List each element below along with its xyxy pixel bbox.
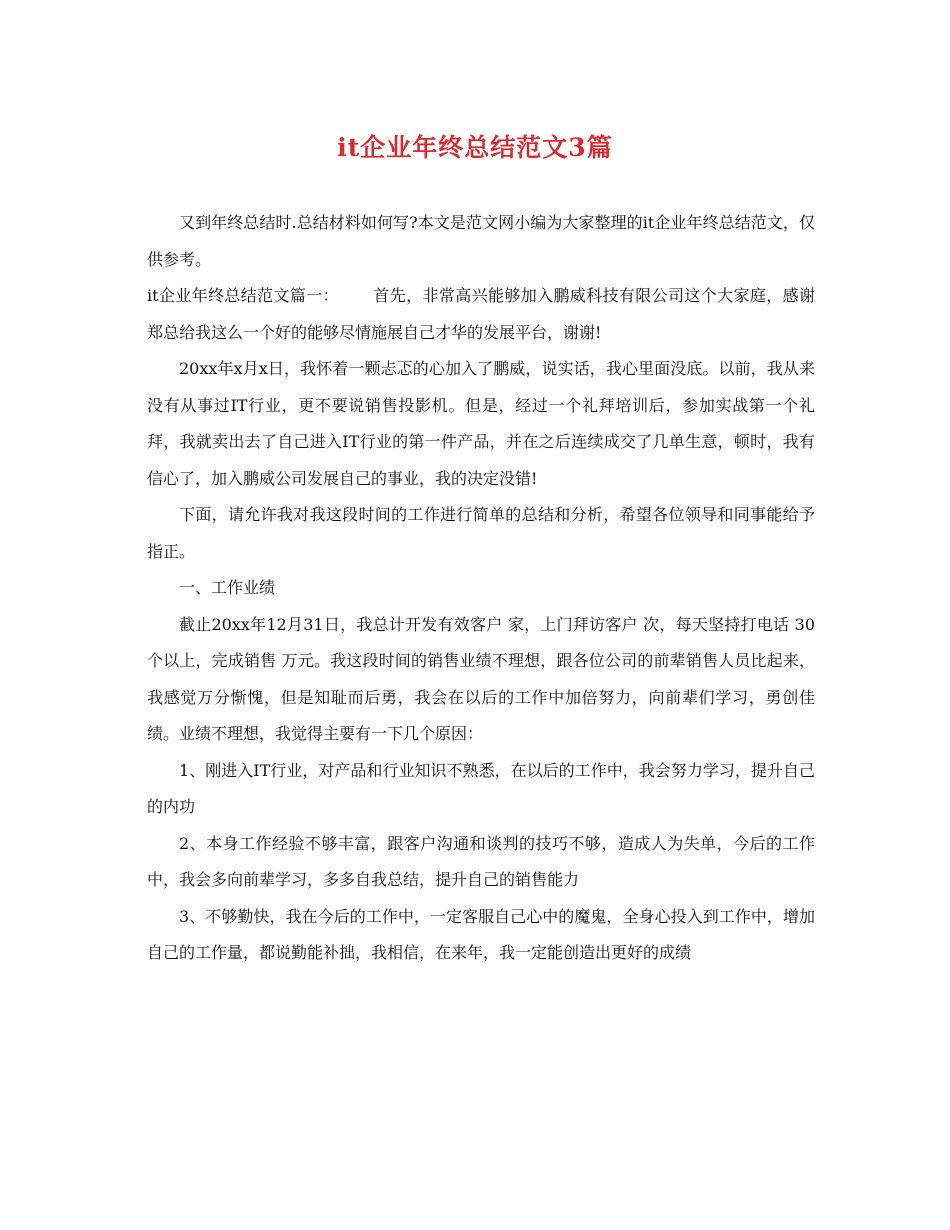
reason-item-2: 2、本身工作经验不够丰富，跟客户沟通和谈判的技巧不够，造成人为失单，今后的工作中，我会多向前辈学习，多多自我总结，提升自己的销售能力 xyxy=(147,833,815,889)
document-body xyxy=(147,205,815,972)
article-one-paragraph xyxy=(147,278,815,351)
reason-item-3: 3、不够勤快，我在今后的工作中，一定客服自己心中的魔鬼，全身心投入到工作中，增加自己的工作量，都说勤能补拙，我相信，在来年，我一定能创造出更好的成绩 xyxy=(147,906,815,962)
intro-paragraph: 又到年终总结时.总结材料如何写?本文是范文网小编为大家整理的it企业年终总结范文，仅供参考。 xyxy=(147,213,815,269)
document-title: it企业年终总结范文3篇 xyxy=(337,133,613,162)
results-paragraph: 截止20xx年12月31日，我总计开发有效客户 家，上门拜访客户 次，每天坚持打电话 30个以上，完成销售 万元。我这段时间的销售业绩不理想，跟各位公司的前辈销售人员比起来，我感觉万分惭愧，但是知耻而后勇，我会在以后的工作中加倍努力，向前辈们学习，勇创佳绩。业绩不理想，我觉得主要有一下几个原因： xyxy=(147,614,815,743)
summary-paragraph: 下面，请允许我对我这段时间的工作进行简单的总结和分析，希望各位领导和同事能给予指正。 xyxy=(147,505,815,561)
section-heading-work-results: 一、工作业绩 xyxy=(179,578,276,597)
joining-paragraph: 20xx年x月x日，我怀着一颗忐忑的心加入了鹏威，说实话，我心里面没底。以前，我从来没有从事过IT行业，更不要说销售投影机。但是，经过一个礼拜培训后，参加实战第一个礼拜，我就卖出去了自己进入IT行业的第一件产品，并在之后连续成交了几单生意，顿时，我有信心了，加入鹏威公司发展自己的事业，我的决定没错! xyxy=(147,359,815,488)
article-one-opening: 首先，非常高兴能够加入鹏威科技有限公司这个大家庭，感谢郑总给我这么一个好的能够尽情施展自己才华的发展平台，谢谢! xyxy=(147,286,815,342)
reason-item-1: 1、刚进入IT行业，对产品和行业知识不熟悉，在以后的工作中，我会努力学习，提升自己的内功 xyxy=(147,760,815,816)
article-one-heading: it企业年终总结范文篇一： xyxy=(147,286,339,305)
